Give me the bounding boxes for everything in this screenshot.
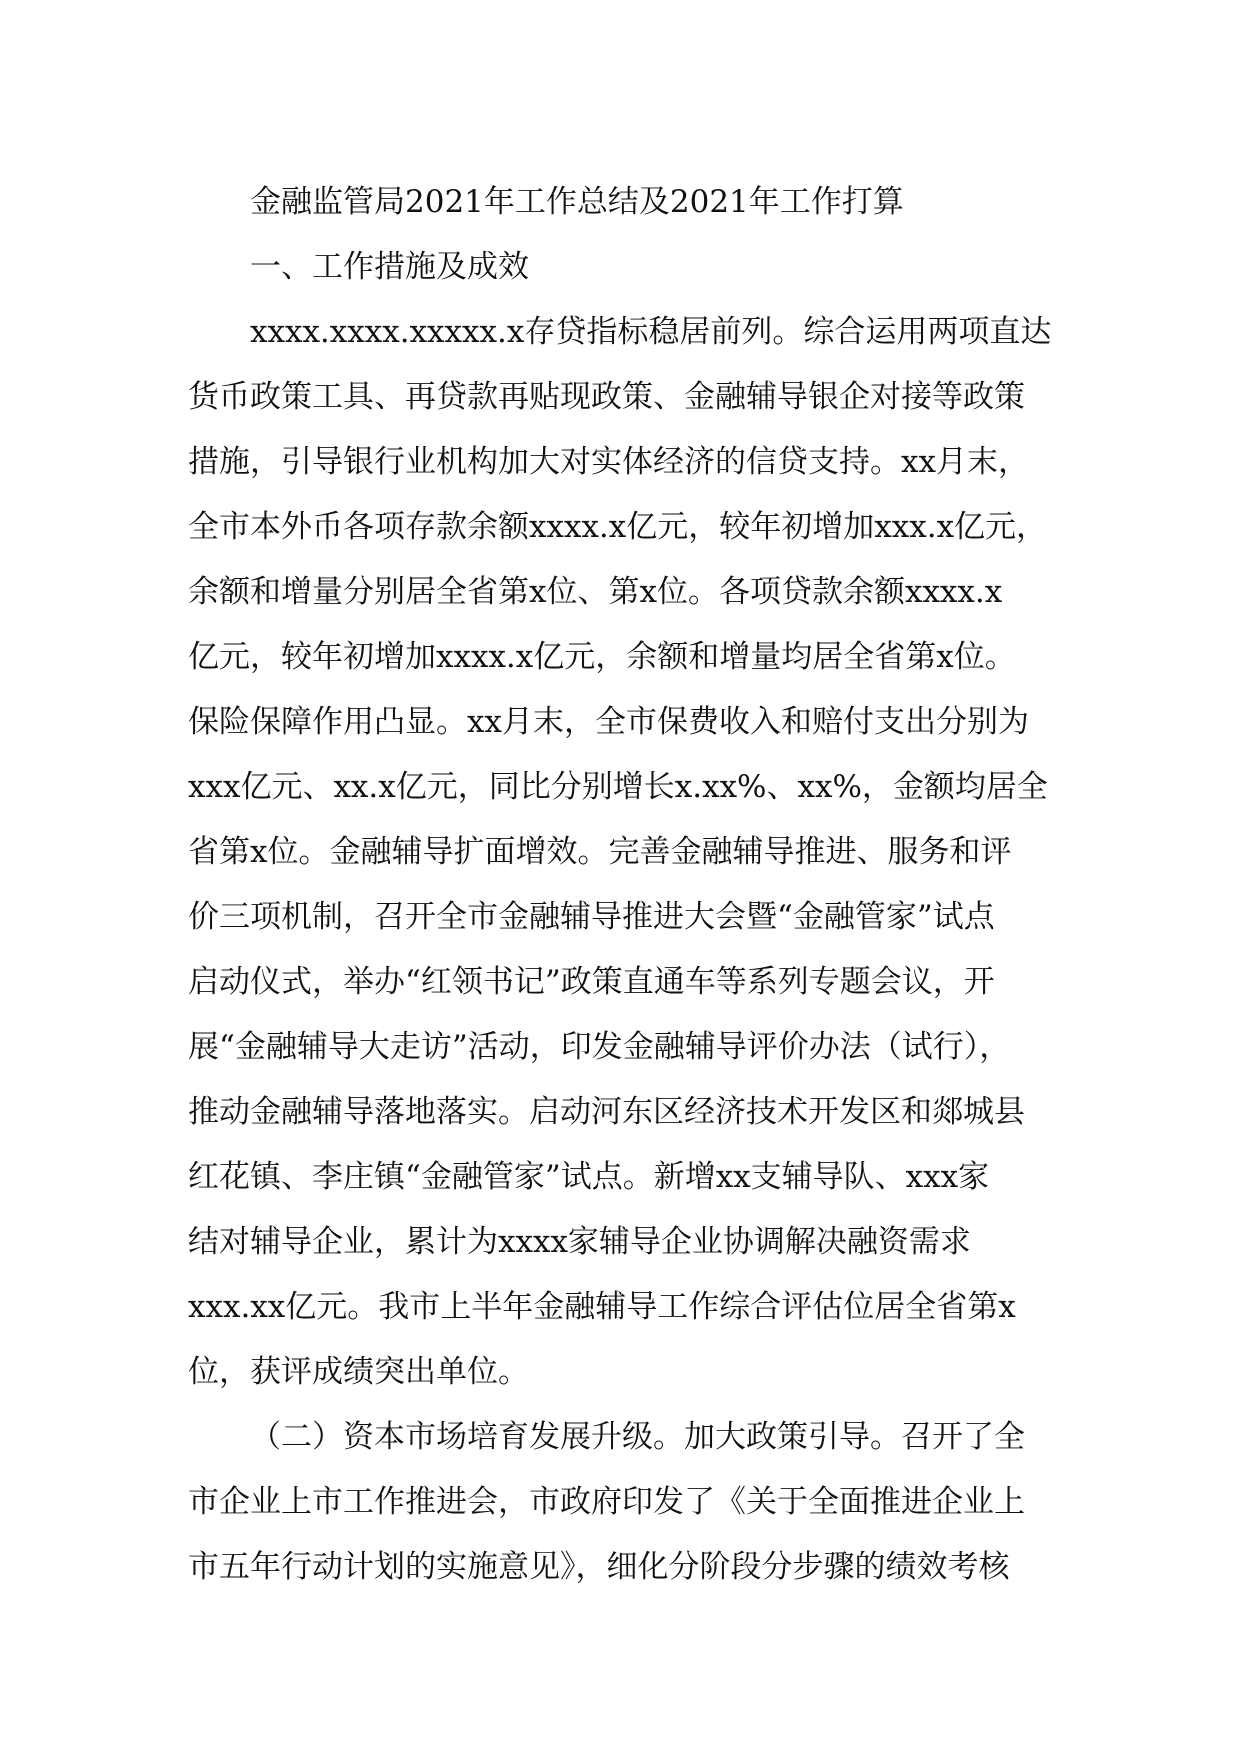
paragraph-line: 展“金融辅导大走访”活动，印发金融辅导评价办法（试行）， bbox=[188, 1029, 1011, 1065]
paragraph-line: 措施，引导银行业机构加大对实体经济的信贷支持。xx月末， bbox=[188, 444, 1029, 480]
paragraph-line: 启动仪式，举办“红领书记”政策直通车等系列专题会议，开 bbox=[188, 964, 995, 1000]
paragraph-line: 货币政策工具、再贷款再贴现政策、金融辅导银企对接等政策 bbox=[188, 379, 1025, 415]
paragraph-line: xxx亿元、xx.x亿元，同比分别增长x.xx%、xx%，金额均居全 bbox=[188, 769, 1048, 805]
paragraph-line: 余额和增量分别居全省第x位、第x位。各项贷款余额xxxx.x bbox=[188, 574, 1003, 610]
paragraph-line: 价三项机制，召开全市金融辅导推进大会暨“金融管家”试点 bbox=[188, 899, 995, 935]
paragraph-line: 全市本外币各项存款余额xxxx.x亿元，较年初增加xxx.x亿元， bbox=[188, 509, 1048, 545]
paragraph-line: xxxx.xxxx.xxxxx.x存贷指标稳居前列。综合运用两项直达 bbox=[250, 314, 1052, 350]
paragraph-line: 市五年行动计划的实施意见》，细化分阶段分步骤的绩效考核 bbox=[188, 1549, 1010, 1585]
paragraph-line: 亿元，较年初增加xxxx.x亿元，余额和增量均居全省第x位。 bbox=[188, 639, 1016, 675]
paragraph-1 bbox=[188, 300, 1088, 1405]
section-heading: 一、工作措施及成效 bbox=[250, 249, 529, 285]
paragraph-line: 省第x位。金融辅导扩面增效。完善金融辅导推进、服务和评 bbox=[188, 834, 1012, 870]
paragraph-line: 推动金融辅导落地落实。启动河东区经济技术开发区和郯城县 bbox=[188, 1094, 1025, 1130]
paragraph-line: xxx.xx亿元。我市上半年金融辅导工作综合评估位居全省第x bbox=[188, 1289, 1016, 1325]
document-body bbox=[188, 170, 1088, 1600]
paragraph-line: 市企业上市工作推进会，市政府印发了《关于全面推进企业上 bbox=[188, 1484, 1025, 1520]
paragraph-line: 结对辅导企业，累计为xxxx家辅导企业协调解决融资需求 bbox=[188, 1224, 971, 1260]
document-title: 金融监管局2021年工作总结及2021年工作打算 bbox=[250, 184, 904, 220]
paragraph-line: 位，获评成绩突出单位。 bbox=[188, 1354, 529, 1390]
paragraph-line: （二）资本市场培育发展升级。加大政策引导。召开了全 bbox=[250, 1419, 1025, 1455]
paragraph-line: 红花镇、李庄镇“金融管家”试点。新增xx支辅导队、xxx家 bbox=[188, 1159, 990, 1195]
paragraph-line: 保险保障作用凸显。xx月末，全市保费收入和赔付支出分别为 bbox=[188, 704, 1029, 740]
paragraph-2 bbox=[188, 1405, 1088, 1600]
